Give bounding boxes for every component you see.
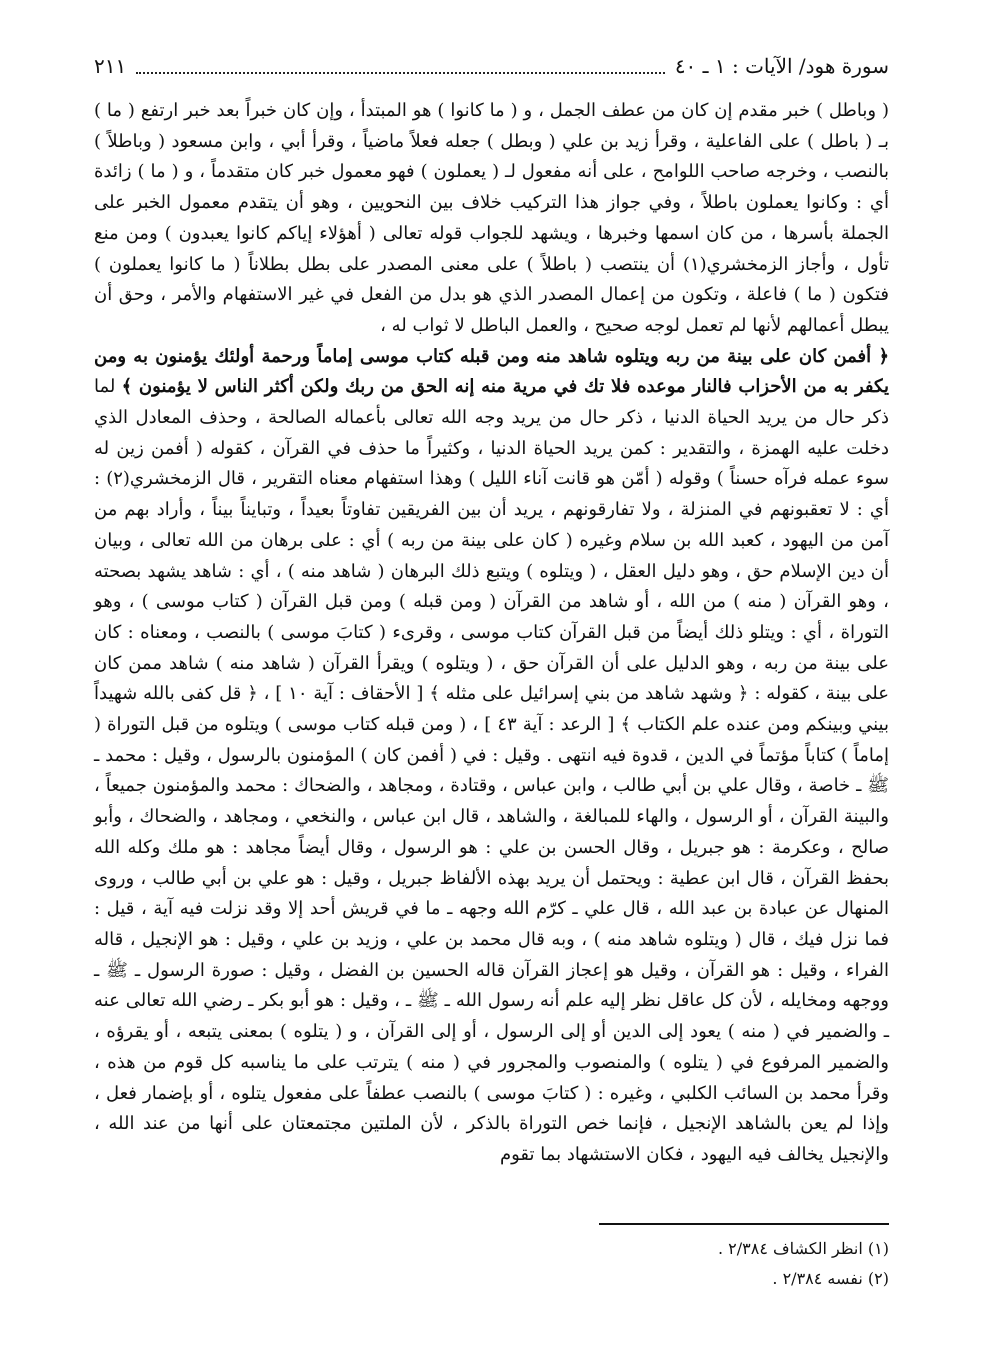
running-header	[94, 46, 889, 86]
dotted-leader	[136, 58, 665, 74]
footnotes	[489, 1234, 889, 1294]
footnote-divider	[599, 1223, 889, 1225]
footnote: (٢) نفسه ٢/٣٨٤ .	[772, 1269, 889, 1288]
footnote: (١) انظر الكشاف ٢/٣٨٤ .	[717, 1239, 889, 1258]
quran-verse: ﴿ أفمن كان على بينة من ربه ويتلوه شاهد منه ومن قبله كتاب موسى إماماً ورحمة أولئك يؤمنون به ومن يكفر به من الأحزاب فالنار موعده فلا تك في مرية منه إنه الحق من ربك ولكن أكثر الناس لا يؤمنون ﴾	[94, 345, 889, 398]
chapter-title: سورة هود/ الآيات : ١ ـ ٤٠	[674, 54, 889, 78]
verse-paragraph	[94, 342, 889, 1171]
commentary: لما ذكر حال من يريد الحياة الدنيا ، ذكر حال من يريد وجه الله تعالى بأعماله الصالحة ، وحذف المعادل الذي دخلت عليه الهمزة ، والتقدير : كمن يريد الحياة الدنيا ، وكثيراً ما حذف في القرآن ، كقوله ( أفمن زين له سوء عمله فرآه حسناً ) وقوله ( أمّن هو قانت آناء الليل ) وهذا استفهام معناه التقرير ، قال الزمخشري(٢) : أي : لا تعقبونهم في المنزلة ، ولا تفارقونهم ، يريد أن بين الفريقين تفاوتاً بعيداً ، وتبايناً بيناً ، وأراد بهم من آمن من اليهود ، كعبد الله بن سلام وغيره ( كان على بينة من ربه ) أي : على برهان من الله تعالى ، وبيان أن دين الإسلام حق ، وهو دليل العقل ، ( ويتلوه ) ويتبع ذلك البرهان ( شاهد منه ) ، أي : شاهد يشهد بصحته ، وهو القرآن ( منه ) من الله ، أو شاهد من القرآن ( ومن قبله ) ومن قبل القرآن ( كتاب موسى ) ، وهو التوراة ، أي : ويتلو ذلك أيضاً من قبل القرآن كتاب موسى ، وقرىء ( كتابَ موسى ) بالنصب ، ومعناه : كان على بينة من ربه ، وهو الدليل على أن القرآن حق ، ( ويتلوه ) ويقرأ القرآن ( شاهد منه ) شاهد ممن كان على بينة ، كقوله : ﴿ وشهد شاهد من بني إسرائيل على مثله ﴾ [ الأحقاف : آية ١٠ ] ، ﴿ قل كفى بالله شهيداً بيني وبينكم ومن عنده علم الكتاب ﴾ [ الرعد : آية ٤٣ ] ، ( ومن قبله كتاب موسى ) ويتلوه من قبل التوراة ( إماماً ) كتاباً مؤتماً في الدين ، قدوة فيه انتهى . وقيل : في ( أفمن كان ) المؤمنون بالرسول ، وقيل : محمد ـ ﷺ ـ خاصة ، وقال علي بن أبي طالب ، وابن عباس ، وقتادة ، ومجاهد ، والضحاك : محمد والمؤمنون جميعاً ، والبينة القرآن ، أو الرسول ، والهاء للمبالغة ، والشاهد ، قال ابن عباس ، والنخعي ، ومجاهد ، والضحاك ، وأبو صالح ، وعكرمة : هو جبريل ، وقال الحسن بن علي : هو الرسول ، وقال أيضاً مجاهد : هو ملك وكله الله بحفظ القرآن ، قال ابن عطية : ويحتمل أن يريد بهذه الألفاظ جبريل ، وقيل : هو علي بن أبي طالب ، وروى المنهال عن عبادة بن عبد الله ، قال علي ـ كرّم الله وجهه ـ ما في قريش أحد إلا وقد نزلت فيه آية ، قيل : فما نزل فيك ، قال ( ويتلوه شاهد منه ) ، وبه قال محمد بن علي ، وزيد بن علي ، وقيل : هو الإنجيل ، قاله الفراء ، وقيل : هو القرآن ، وقيل هو إعجاز القرآن قاله الحسين بن الفضل ، وقيل : صورة الرسول ـ ﷺ ـ ووجهه ومخايله ، لأن كل عاقل نظر إليه علم أنه رسول الله ـ ﷺ ـ ، وقيل : هو أبو بكر ـ رضي الله تعالى عنه ـ والضمير في ( منه ) يعود إلى الدين أو إلى الرسول ، أو إلى القرآن ، و ( يتلوه ) بمعنى يتبعه ، أو يقرؤه ، والضمير المرفوع في ( يتلوه ) والمنصوب والمجرور في ( منه ) يترتب على ما يناسبه كل قوم من هذه ، وقرأ محمد بن السائب الكلبي ، وغيره : ( كتابَ موسى ) بالنصب عطفاً على مفعول يتلوه ، أو بإضمار فعل ، وإذا لم يعن بالشاهد الإنجيل ، فإنما خص التوراة بالذكر ، لأن الملتين مجتمعتان على أنها من عند الله ، والإنجيل يخالف فيه اليهود ، فكان الاستشهاد بما تقوم	[94, 376, 889, 1165]
page-number: ٢١١	[94, 54, 127, 78]
main-text	[94, 96, 889, 1218]
paragraph: ( وباطل ) خبر مقدم إن كان من عطف الجمل ، و ( ما كانوا ) هو المبتدأ ، وإن كان خبراً بعد خبر ارتفع ( ما ) بـ ( باطل ) على الفاعلية ، وقرأ زيد بن علي ( وبطل ) جعله فعلاً ماضياً ، وقرأ أبي ، وابن مسعود ( وباطلاً ) بالنصب ، وخرجه صاحب اللوامح ، على أنه مفعول لـ ( يعملون ) فهو معمول خبر كان متقدماً ، و ( ما ) زائدة أي : وكانوا يعملون باطلاً ، وفي جواز هذا التركيب خلاف بين النحويين ، وهو أن يتقدم معمول الخبر على الجملة بأسرها ، من كان اسمها وخبرها ، ويشهد للجواب قوله تعالى ( أهؤلاء إياكم كانوا يعبدون ) ومن منع تأول ، وأجاز الزمخشري(١) أن ينتصب ( باطلاً ) على معنى المصدر على بطل بطلاناً ( ما كانوا يعملون ) فتكون ( ما ) فاعلة ، وتكون من إعمال المصدر الذي هو بدل من الفعل في غير الاستفهام والأمر ، وحق أن يبطل أعمالهم لأنها لم تعمل لوجه صحيح ، والعمل الباطل لا ثواب له ،	[94, 100, 890, 336]
